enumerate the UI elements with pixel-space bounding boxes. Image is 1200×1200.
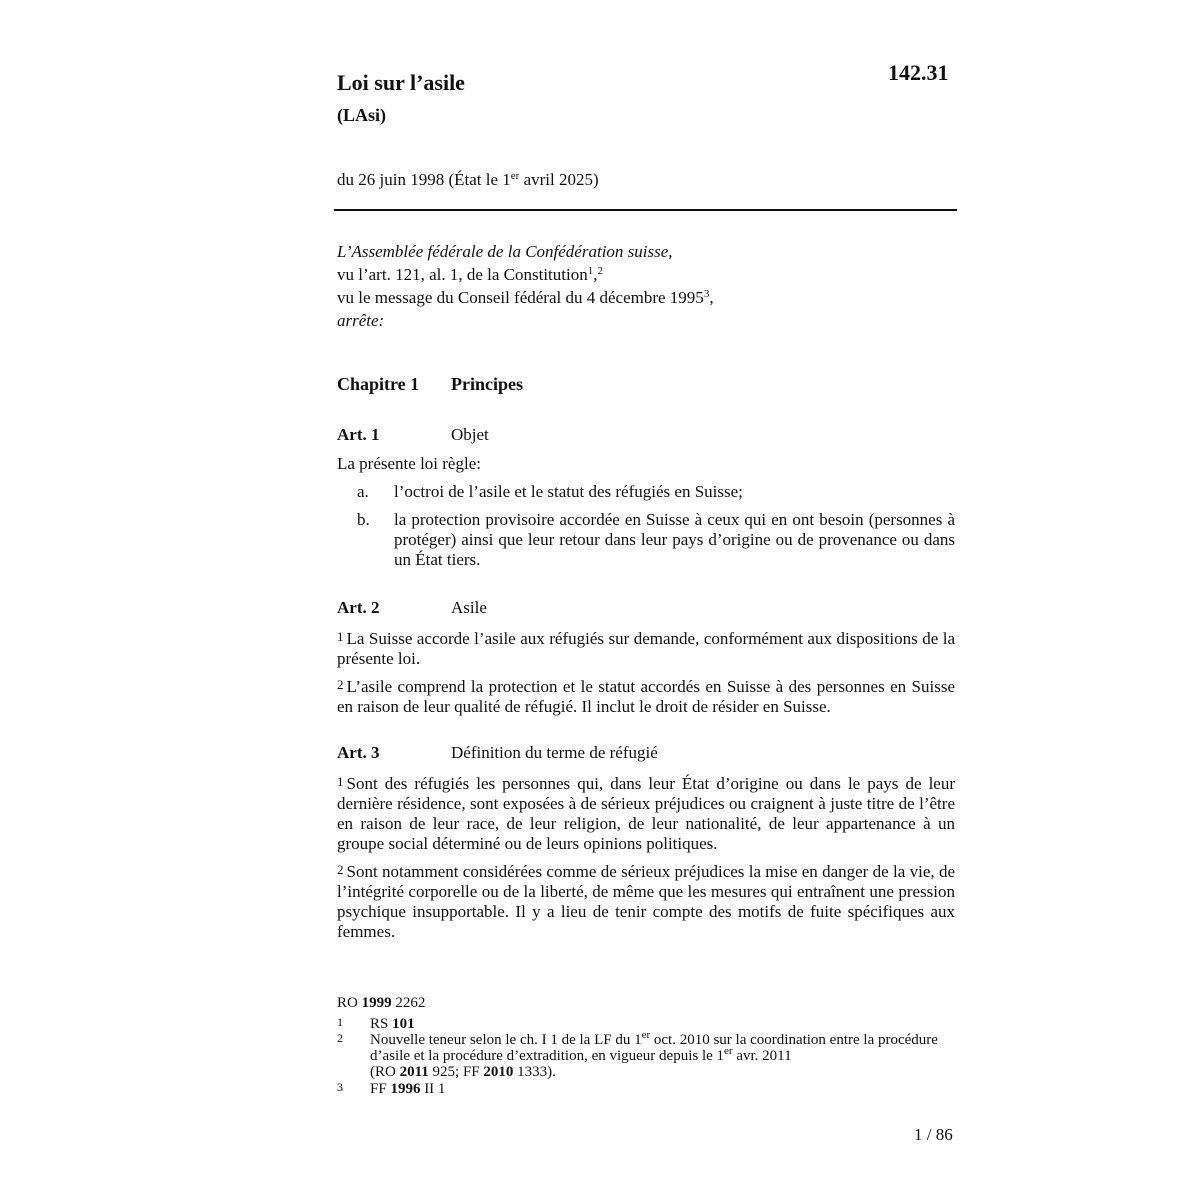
paragraph-text: Sont des réfugiés les personnes qui, dans leur État d’origine ou dans le pays de leur dernière résidence, sont exposées à de sérieux préjudices ou craignent à juste titre de l’être en raison de leur race, de leur religion, de leur nationalité, de leur appartenance à un groupe social déterminé ou de leurs opinions politiques. <box>337 774 955 853</box>
preamble-message-line <box>337 286 957 309</box>
paragraph-number: 1 <box>337 774 344 789</box>
article-2-paragraph-2 <box>337 675 955 717</box>
law-title: Loi sur l’asile <box>337 70 465 95</box>
date-superscript: er <box>510 170 520 182</box>
article-number: Art. 2 <box>337 598 380 617</box>
article-1-intro: La présente loi règle: <box>337 454 481 473</box>
page-number: 1 / 86 <box>914 1125 953 1144</box>
article-title: Objet <box>451 425 489 444</box>
footnote-ref-3[interactable]: 3 <box>703 288 710 300</box>
footnote-text <box>370 1016 947 1032</box>
article-1-heading <box>337 425 489 445</box>
item-label: b. <box>357 510 370 529</box>
preamble-constitution-line <box>337 263 957 286</box>
sr-number: 142.31 <box>888 60 949 85</box>
footnote-number: 1 <box>337 1015 343 1029</box>
preamble-separator: , <box>593 265 598 284</box>
date-text: du 26 juin 1998 (État le 1 <box>337 170 511 189</box>
article-2-heading <box>337 598 487 618</box>
footnote-ref-1[interactable]: 1 <box>587 265 594 277</box>
article-3-paragraph-1 <box>337 772 955 854</box>
item-label: a. <box>357 482 369 501</box>
preamble <box>337 240 957 332</box>
footnote-text <box>370 1081 947 1097</box>
fn-prefix: FF <box>370 1081 391 1097</box>
article-3-heading <box>337 743 658 763</box>
fn-sup: er <box>641 1029 651 1041</box>
article-number: Art. 3 <box>337 743 380 762</box>
article-number: Art. 1 <box>337 425 380 444</box>
preamble-line-end: , <box>709 288 714 307</box>
footnote-number: 2 <box>337 1031 343 1045</box>
paragraph-number: 2 <box>337 677 344 692</box>
article-1-item-b <box>357 510 955 570</box>
law-date <box>337 170 599 190</box>
article-title: Asile <box>451 598 487 617</box>
ro-prefix: RO <box>337 995 362 1011</box>
fn-text: oct. 2010 sur la coordination entre la procédure d’asile et la procédure d’extradition, en vigueur depuis le 1 <box>370 1032 938 1064</box>
preamble-line-text: vu l’art. 121, al. 1, de la Constitution <box>337 265 588 284</box>
article-1-item-a <box>357 482 955 502</box>
date-text-end: avril 2025) <box>519 170 599 189</box>
footnote-2 <box>337 1029 947 1080</box>
preamble-decrees: arrête: <box>337 311 385 330</box>
fn-bold: 1996 <box>390 1081 421 1097</box>
chapter-title: Principes <box>451 374 523 394</box>
fn-bold: 101 <box>392 1016 415 1032</box>
item-text: la protection provisoire accordée en Suisse à ceux qui en ont besoin (personnes à protéger) ainsi que leur retour dans leur pays d’origine ou de provenance ou dans un État tiers. <box>394 510 955 569</box>
fn-text: (RO <box>370 1064 400 1080</box>
footnote-text <box>370 1029 947 1080</box>
item-text: l’octroi de l’asile et le statut des réfugiés en Suisse; <box>394 482 743 501</box>
fn-suffix: II 1 <box>420 1081 446 1097</box>
footnote-ro-reference <box>337 995 425 1012</box>
preamble-body: L’Assemblée fédérale de la Confédération suisse, <box>337 242 673 261</box>
paragraph-number: 2 <box>337 862 344 877</box>
preamble-line-text: vu le message du Conseil fédéral du 4 décembre 1995 <box>337 288 704 307</box>
footnote-ref-2[interactable]: 2 <box>597 265 603 277</box>
paragraph-number: 1 <box>337 629 344 644</box>
article-title: Définition du terme de réfugié <box>451 743 658 762</box>
fn-text: Nouvelle teneur selon le ch. I 1 de la LF du 1 <box>370 1032 642 1048</box>
fn-prefix: RS <box>370 1016 393 1032</box>
ro-year: 1999 <box>361 995 392 1011</box>
fn-sup: er <box>724 1045 733 1057</box>
header-divider <box>334 209 957 211</box>
article-3-paragraph-2 <box>337 860 955 942</box>
fn-text: avr. 2011 <box>732 1048 792 1064</box>
chapter-number: Chapitre 1 <box>337 374 420 394</box>
fn-text: 925; FF <box>428 1064 484 1080</box>
footnote-3 <box>337 1081 947 1097</box>
paragraph-text: L’asile comprend la protection et le statut accordés en Suisse à des personnes en Suisse en raison de leur qualité de réfugié. Il inclut le droit de résider en Suisse. <box>337 677 955 716</box>
chapter-heading <box>337 374 523 395</box>
ro-page: 2262 <box>391 995 426 1011</box>
fn-bold: 2011 <box>399 1064 429 1080</box>
article-2-paragraph-1 <box>337 627 955 669</box>
fn-bold: 2010 <box>483 1064 514 1080</box>
fn-text: 1333). <box>513 1064 556 1080</box>
law-abbreviation: (LAsi) <box>337 105 386 125</box>
footnote-number: 3 <box>337 1080 343 1094</box>
paragraph-text: La Suisse accorde l’asile aux réfugiés sur demande, conformément aux dispositions de la présente loi. <box>337 629 955 668</box>
paragraph-text: Sont notamment considérées comme de sérieux préjudices la mise en danger de la vie, de l’intégrité corporelle ou de la liberté, de même que les mesures qui entraînent une pression psychique insupportable. Il y a lieu de tenir compte des motifs de fuite spécifiques aux femmes. <box>337 862 955 941</box>
